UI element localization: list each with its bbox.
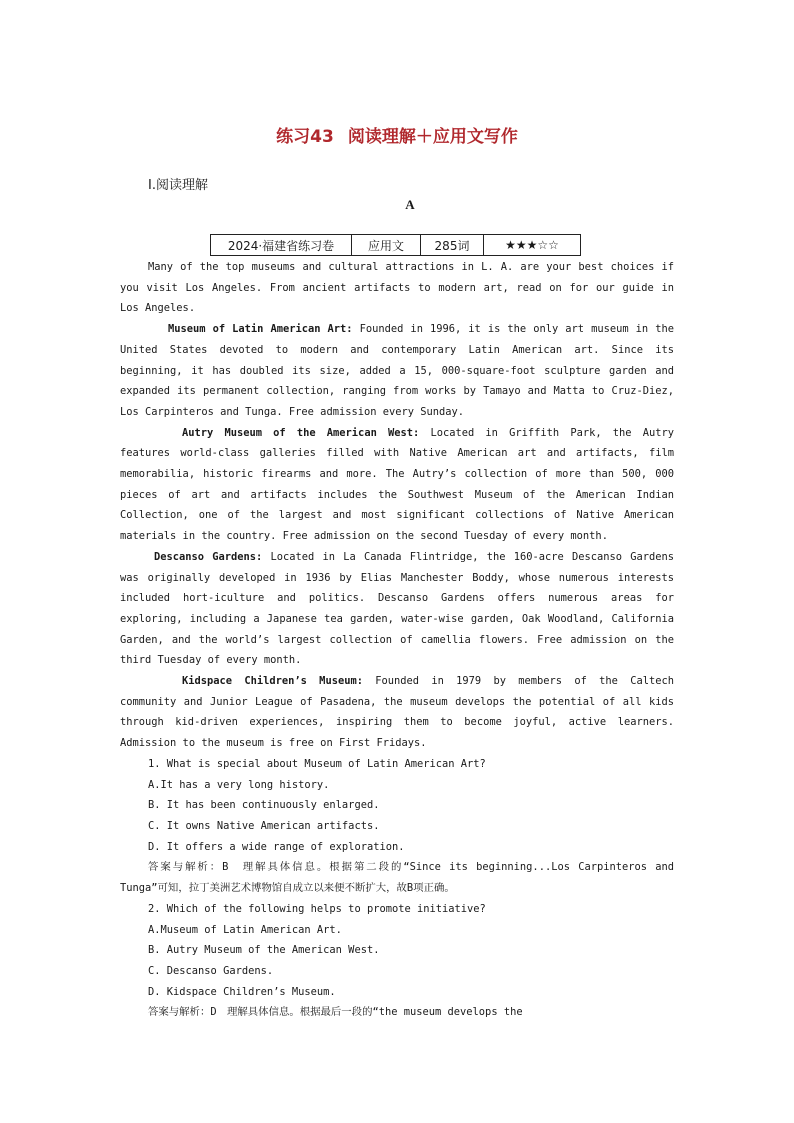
museum-description: Located in Griffith Park, the Autry features world-class galleries filled with Native American art and artifacts, film memorabilia, historic firearms and more. The Autry’s collection of more than 500, 000 pieces of art and artifacts includes the Southwest Museum of the American Indian Collection, one of the largest and most significant collections of Native American materials in the country. Free admission on the second Tuesday of every month. xyxy=(120,426,674,543)
source-cell: 2024·福建省练习卷 xyxy=(211,235,352,256)
title-text: 阅读理解＋应用文写作 xyxy=(347,127,518,147)
museum-name: Descanso Gardens: xyxy=(154,550,263,563)
museum-name: Museum of Latin American Art: xyxy=(168,323,353,336)
option: D. Kidspace Children’s Museum. xyxy=(148,985,336,998)
option: C. It owns Native American artifacts. xyxy=(148,819,380,832)
passage-body xyxy=(120,257,674,1023)
option: B. Autry Museum of the American West. xyxy=(148,944,380,957)
option: D. It offers a wide range of exploration. xyxy=(148,840,405,853)
type-cell: 应用文 xyxy=(352,235,421,256)
section-label: Ⅰ.阅读理解 xyxy=(148,178,208,193)
difficulty-cell: ★★★☆☆ xyxy=(484,235,581,256)
answer-analysis: 答案与解析：B 理解具体信息。根据第二段的“Since its beginning...Los Carpinteros and Tunga”可知，拉丁美洲艺术博物馆自成立以来便不断扩大，故B项正确。 xyxy=(120,861,674,895)
words-cell: 285词 xyxy=(421,235,484,256)
option: A.Museum of Latin American Art. xyxy=(148,923,342,936)
title-number: 练习43 xyxy=(276,127,334,147)
info-table xyxy=(210,234,581,256)
page-title xyxy=(0,122,794,147)
intro-paragraph: Many of the top museums and cultural attractions in L. A. are your best choices if you visit Los Angeles. From ancient artifacts to modern art, read on for our guide in Los Angeles. xyxy=(120,261,674,315)
answer-analysis: 答案与解析：D 理解具体信息。根据最后一段的“the museum develops the xyxy=(148,1006,523,1019)
option: A.It has a very long history. xyxy=(148,778,330,791)
paragraph-latin-american-art xyxy=(120,319,674,423)
museum-name: Autry Museum of the American West: xyxy=(182,426,420,439)
paragraph-kidspace-museum xyxy=(120,671,674,754)
part-label: A xyxy=(405,197,415,212)
option: B. It has been continuously enlarged. xyxy=(148,799,380,812)
museum-description: Located in La Canada Flintridge, the 160-acre Descanso Gardens was originally developed in 1936 by Elias Manchester Boddy, whose numerous interests included hort-iculture and politics. Descanso Gardens offers numerous areas for exploring, including a Japanese tea garden, water-wise garden, Oak Woodland, California Garden, and the world’s largest collection of camellia flowers. Free admission on the third Tuesday of every month. xyxy=(120,550,674,667)
paragraph-autry-museum xyxy=(120,423,674,547)
paragraph-descanso-gardens xyxy=(120,547,674,671)
question-stem: 2. Which of the following helps to promote initiative? xyxy=(148,902,486,915)
museum-description: Founded in 1996, it is the only art museum in the United States devoted to modern and contemporary Latin American art. Since its beginning, it has doubled its size, added a 15, 000-square-foot sculpture garden and expanded its permanent collection, ranging from works by Tamayo and Matta to Cruz-Diez, Los Carpinteros and Tunga. Free admission every Sunday. xyxy=(120,323,674,418)
question-stem: 1. What is special about Museum of Latin American Art? xyxy=(148,757,486,770)
museum-description: Founded in 1979 by members of the Caltech community and Junior League of Pasadena, the museum develops the potential of all kids through kid-driven experiences, inspiring them to become joyful, active learners. Admission to the museum is free on First Fridays. xyxy=(120,675,674,750)
museum-name: Kidspace Children’s Museum: xyxy=(182,675,363,688)
option: C. Descanso Gardens. xyxy=(148,964,274,977)
